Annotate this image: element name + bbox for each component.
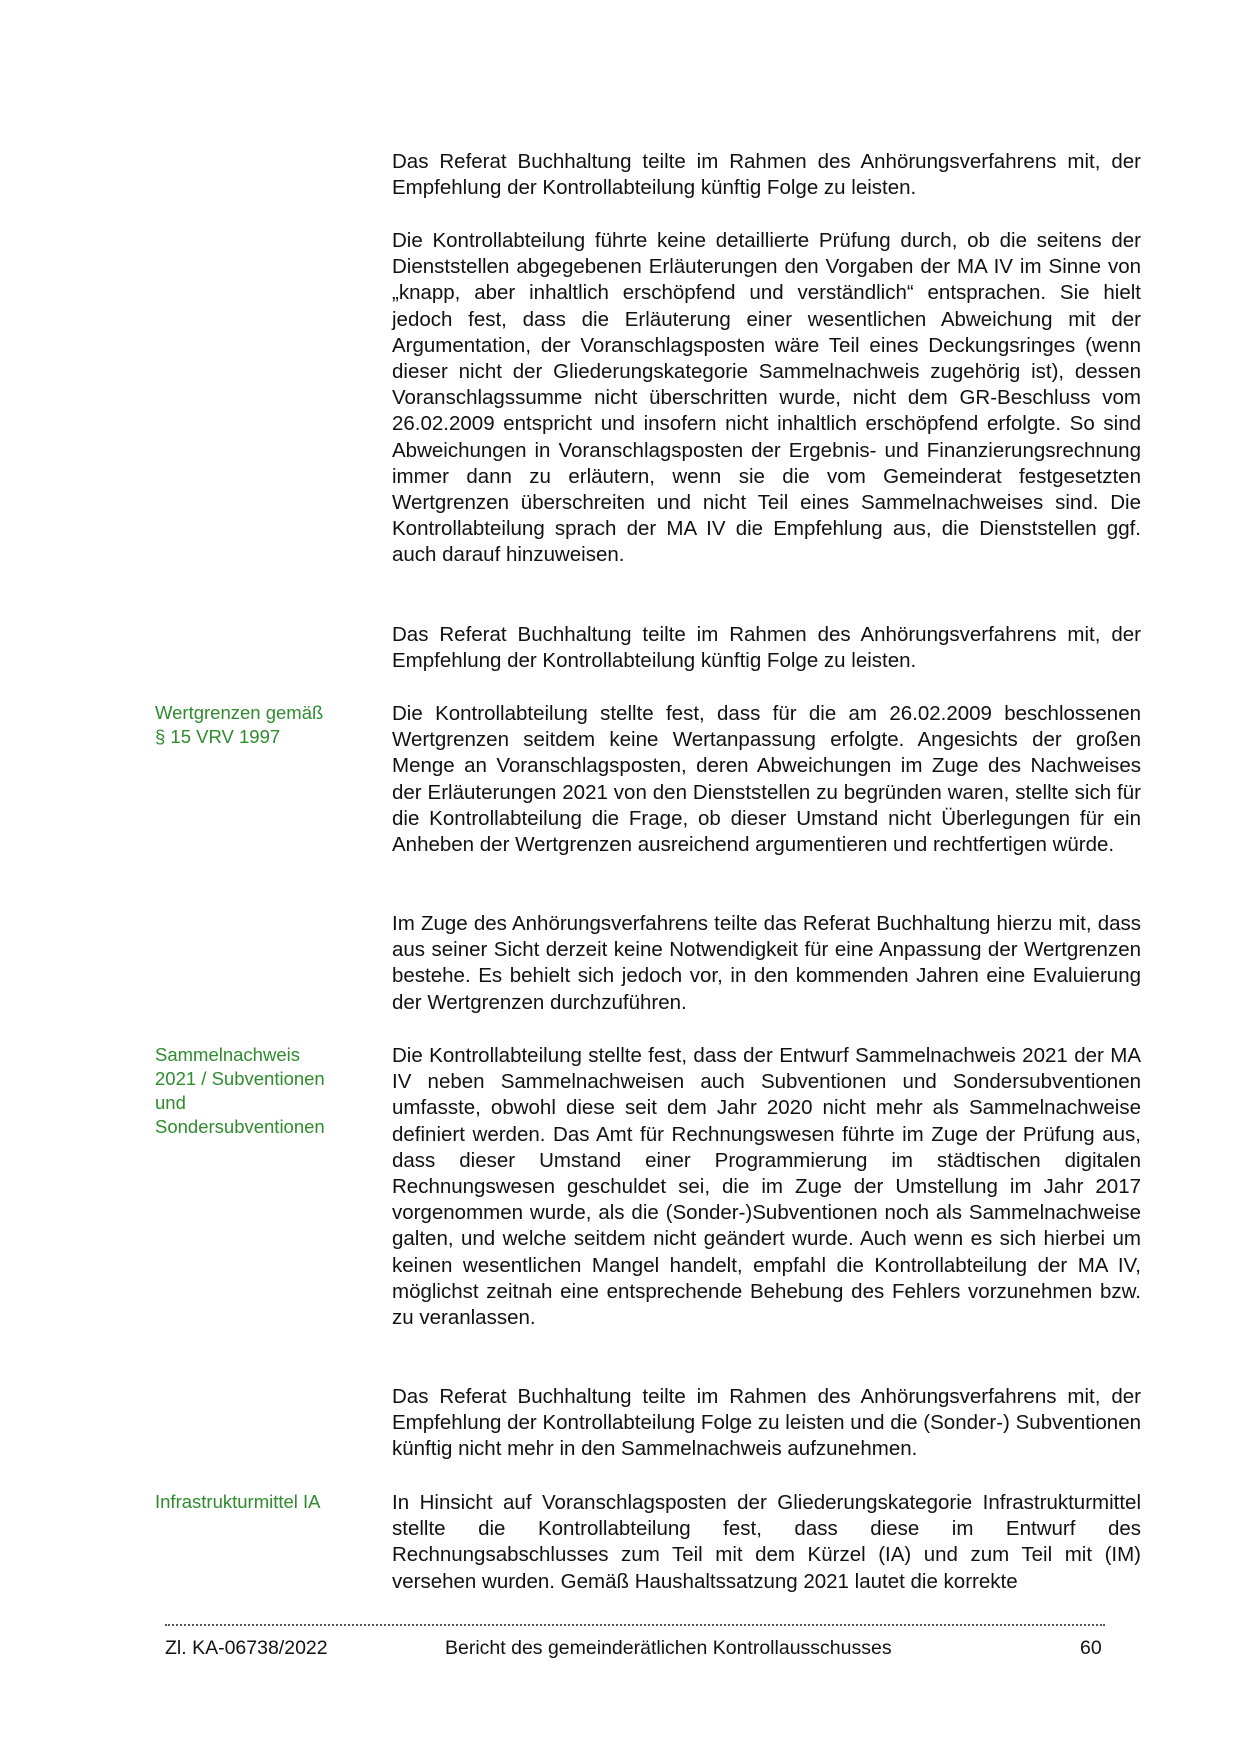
margin-note-wertgrenzen bbox=[155, 701, 355, 749]
margin-note-infrastrukturmittel bbox=[155, 1490, 355, 1514]
margin-note-line: § 15 VRV 1997 bbox=[155, 726, 281, 747]
margin-note-line: Wertgrenzen gemäß bbox=[155, 702, 324, 723]
margin-note-sammelnachweis bbox=[155, 1043, 355, 1139]
margin-note-line: und bbox=[155, 1092, 186, 1113]
paragraph-2: Die Kontrollabteilung führte keine detaillierte Prüfung durch, ob die seitens der Dienststellen abgegebenen Erläuterungen den Vorgaben der MA IV im Sinne von „knapp, aber inhaltlich erschöpfend und verständlich“ entsprachen. Sie hielt jedoch fest, dass die Erläuterung einer wesentlichen Abweichung mit der Argumentation, der Voranschlagsposten wäre Teil eines Deckungsringes (wenn dieser nicht der Gliederungskategorie Sammelnachweis zugehörig ist), dessen Voranschlagssumme nicht überschritten wurde, nicht dem GR-Beschluss vom 26.02.2009 entspricht und insofern nicht inhaltlich erschöpfend erfolgte. So sind Abweichungen in Voranschlagsposten der Ergebnis- und Finanzierungsrechnung immer dann zu erläutern, wenn sie die vom Gemeinderat festgesetzten Wertgrenzen überschreiten und nicht Teil eines Sammelnachweises sind. Die Kontrollabteilung sprach der MA IV die Empfehlung aus, die Dienststellen ggf. auch darauf hinzuweisen. bbox=[392, 229, 1141, 567]
margin-note-line: Sondersubventionen bbox=[155, 1116, 325, 1137]
paragraph-3: Das Referat Buchhaltung teilte im Rahmen des Anhörungsverfahrens mit, der Empfehlung der Kontrollabteilung künftig Folge zu leisten. bbox=[392, 623, 1141, 673]
paragraph-8: In Hinsicht auf Voranschlagsposten der Gliederungskategorie Infrastrukturmittel stellte die Kontrollabteilung fest, dass diese im Entwurf des Rechnungsabschlusses zum Teil mit dem Kürzel (IA) und zum Teil mit (IM) versehen wurden. Gemäß Haushaltssatzung 2021 lautet die korrekte bbox=[392, 1491, 1141, 1593]
paragraph-7: Das Referat Buchhaltung teilte im Rahmen des Anhörungsverfahrens mit, der Empfehlung der Kontrollabteilung Folge zu leisten und die (Sonder-) Subventionen künftig nicht mehr in den Sammelnachweis aufzunehmen. bbox=[392, 1385, 1141, 1461]
paragraph-4: Die Kontrollabteilung stellte fest, dass für die am 26.02.2009 beschlossenen Wertgrenzen seitdem keine Wertanpassung erfolgte. Angesichts der großen Menge an Voranschlagsposten, deren Abweichungen im Zuge des Nachweises der Erläuterungen 2021 von den Dienststellen zu begründen waren, stellte sich für die Kontrollabteilung die Frage, ob dieser Umstand nicht Überlegungen für ein Anheben der Wertgrenzen ausreichend argumentieren und rechtfertigen würde. bbox=[392, 702, 1141, 857]
footer-title: Bericht des gemeinderätlichen Kontrollausschusses bbox=[445, 1637, 892, 1659]
margin-note-line: 2021 / Subventionen bbox=[155, 1068, 325, 1089]
paragraph-5: Im Zuge des Anhörungsverfahrens teilte das Referat Buchhaltung hierzu mit, dass aus seiner Sicht derzeit keine Notwendigkeit für eine Anpassung der Wertgrenzen bestehe. Es behielt sich jedoch vor, in den kommenden Jahren eine Evaluierung der Wertgrenzen durchzuführen. bbox=[392, 912, 1141, 1014]
footer-reference: Zl. KA-06738/2022 bbox=[165, 1637, 328, 1659]
margin-note-line: Sammelnachweis bbox=[155, 1044, 300, 1065]
footer-divider bbox=[165, 1624, 1105, 1626]
paragraph-1: Das Referat Buchhaltung teilte im Rahmen des Anhörungsverfahrens mit, der Empfehlung der Kontrollabteilung künftig Folge zu leisten. bbox=[392, 150, 1141, 200]
page-number: 60 bbox=[1080, 1637, 1102, 1659]
margin-note-line: Infrastrukturmittel IA bbox=[155, 1491, 321, 1512]
paragraph-6: Die Kontrollabteilung stellte fest, dass der Entwurf Sammelnachweis 2021 der MA IV neben Sammelnachweisen auch Subventionen und Sondersubventionen umfasste, obwohl diese seit dem Jahr 2020 nicht mehr als Sammelnachweise definiert werden. Das Amt für Rechnungswesen führte im Zuge der Prüfung aus, dass dieser Umstand einer Programmierung im städtischen digitalen Rechnungswesen geschuldet sei, die im Zuge der Umstellung im Jahr 2017 vorgenommen wurde, als die (Sonder-)Subventionen noch als Sammelnachweise galten, und welche seitdem nicht geändert wurde. Auch wenn es sich hierbei um keinen wesentlichen Mangel handelt, empfahl die Kontrollabteilung der MA IV, möglichst zeitnah eine entsprechende Behebung des Fehlers vorzunehmen bzw. zu veranlassen. bbox=[392, 1044, 1141, 1330]
